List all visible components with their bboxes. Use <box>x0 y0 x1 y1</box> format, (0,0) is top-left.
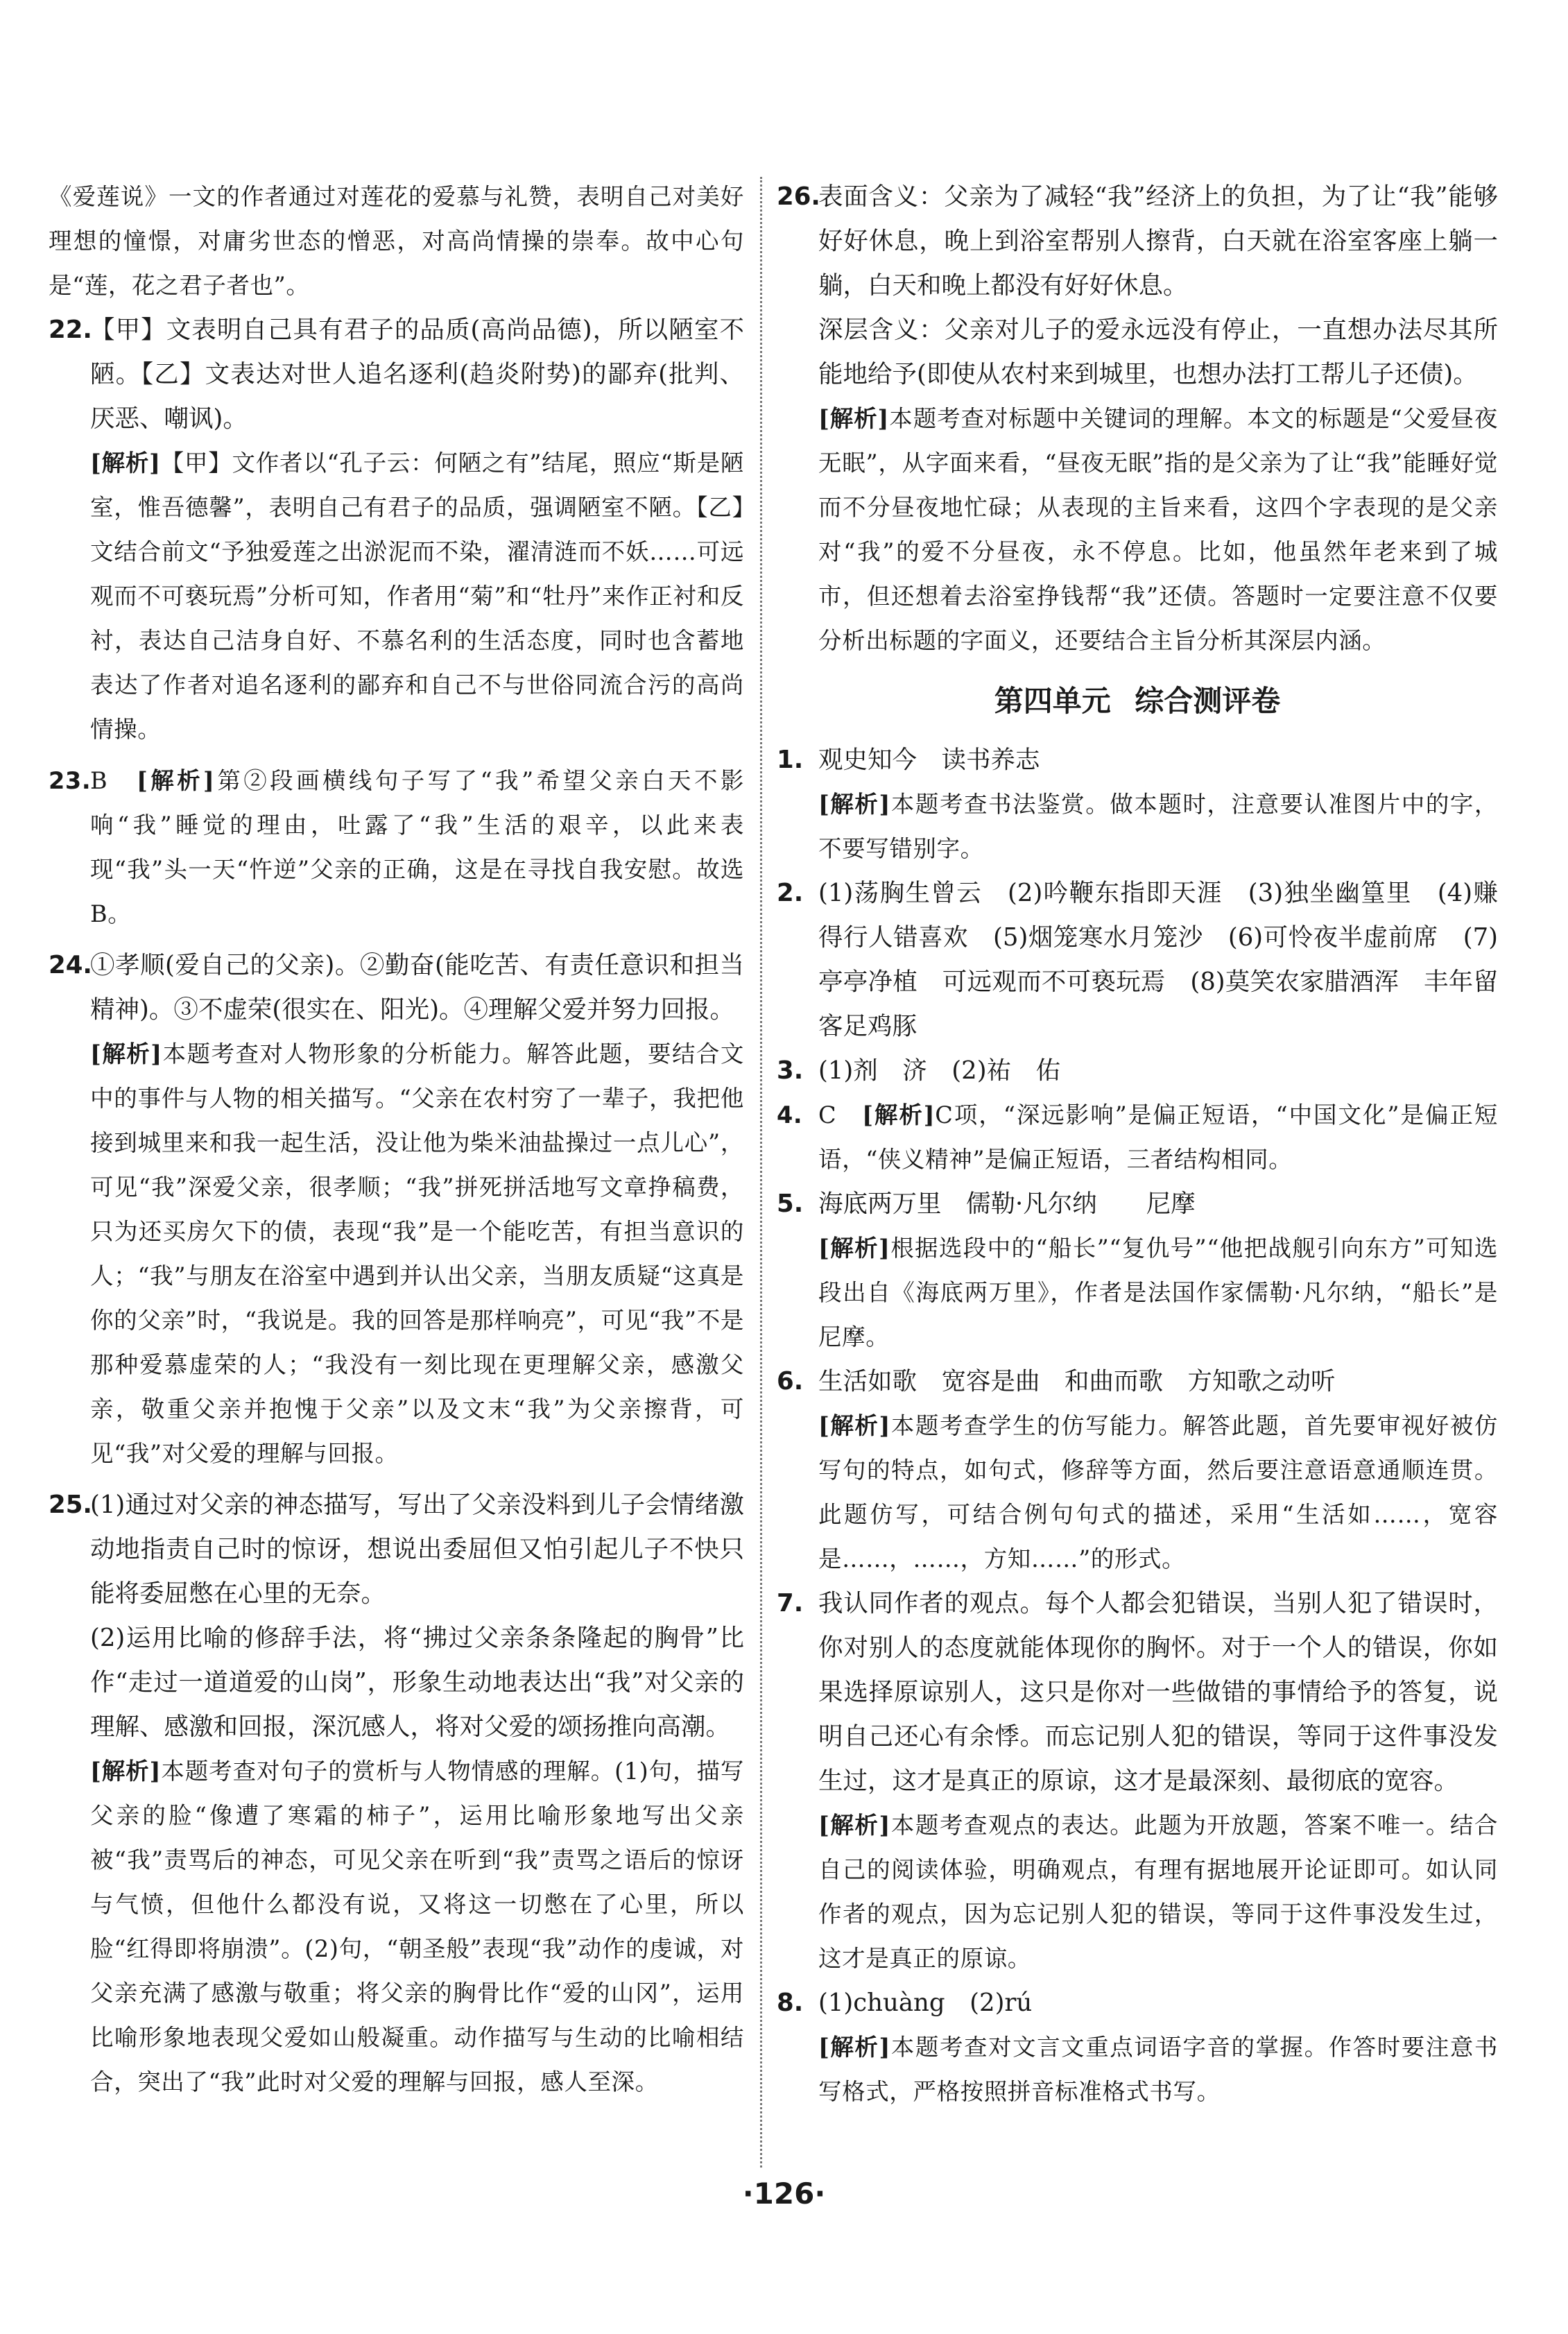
analysis-text: C项，“深远影响”是偏正短语，“中国文化”是偏正短语，“侠义精神”是偏正短语，三者结构相同。 <box>818 1101 1498 1173</box>
question-number: 2. <box>777 879 804 907</box>
analysis-tag: [解析] <box>90 1758 162 1785</box>
left-column <box>49 175 744 2104</box>
right-column <box>777 175 1498 2114</box>
analysis-text: 本题考查书法鉴赏。做本题时，注意要认准图片中的字，不要写错别字。 <box>818 791 1498 862</box>
analysis-tag: [解析] <box>818 1235 890 1262</box>
analysis-tag: [解析] <box>818 791 890 818</box>
question-25 <box>49 1483 744 2104</box>
question-22 <box>49 308 744 752</box>
answer-text: (2)运用比喻的修辞手法，将“拂过父亲条条隆起的胸骨”比作“走过一道道爱的山岗”，形象生动地表达出“我”对父亲的理解、感激和回报，深沉感人，将对父爱的颂扬推向高潮。 <box>90 1624 744 1741</box>
question-23 <box>49 759 744 936</box>
analysis-tag: [解析] <box>818 1412 890 1439</box>
answer-text: 海底两万里 儒勒·凡尔纳 尼摩 <box>818 1190 1196 1218</box>
question-number: 4. <box>777 1101 803 1129</box>
question-number: 3. <box>777 1056 804 1085</box>
analysis-tag: [解析] <box>818 405 889 432</box>
analysis-text: 本题考查对标题中关键词的理解。本文的标题是“父爱昼夜无眠”，从字面来看，“昼夜无眠”指的是父亲为了让“我”能睡好觉而不分昼夜地忙碌；从表现的主旨来看，这四个字表现的是父亲对“我”的爱不分昼夜，永不停息。比如，他虽然年老来到了城市，但还想着去浴室挣钱帮“我”还债。答题时一定要注意不仅要分析出标题的字面义，还要结合主旨分析其深层内涵。 <box>818 405 1498 654</box>
answer-text: 生活如歌 宽容是曲 和曲而歌 方知歌之动听 <box>818 1367 1336 1396</box>
question-number: 7. <box>777 1589 804 1618</box>
answer-text: 观史知今 读书养志 <box>818 746 1040 774</box>
analysis-text: 第②段画横线句子写了“我”希望父亲白天不影响“我”睡觉的理由，吐露了“我”生活的艰辛，以此来表现“我”头一天“忤逆”父亲的正确，这是在寻找自我安慰。故选B。 <box>90 767 744 927</box>
intro-paragraph: 《爱莲说》一文的作者通过对莲花的爱慕与礼赞，表明自己对美好理想的憧憬，对庸劣世态的憎恶，对高尚情操的崇奉。故中心句是“莲，花之君子者也”。 <box>49 183 744 299</box>
analysis-text: 根据选段中的“船长”“复仇号”“他把战舰引向东方”可知选段出自《海底两万里》，作者是法国作家儒勒·凡尔纳，“船长”是尼摩。 <box>818 1235 1498 1350</box>
question-2 <box>777 871 1498 1049</box>
question-number: 5. <box>777 1190 804 1218</box>
question-number: 22. <box>49 316 92 344</box>
answer-text: C <box>818 1101 837 1129</box>
question-number: 6. <box>777 1367 804 1396</box>
question-number: 1. <box>777 746 804 774</box>
answer-text: 我认同作者的观点。每个人都会犯错误，当别人犯了错误时，你对别人的态度就能体现你的胸怀。对于一个人的错误，你如果选择原谅别人，这只是你对一些做错的事情给予的答复，说明自己还心有余悸。而忘记别人犯的错误，等同于这件事没发生过，这才是真正的原谅，这才是最深刻、最彻底的宽容。 <box>818 1589 1498 1795</box>
question-24 <box>49 943 744 1476</box>
analysis-tag: [解析] <box>818 2034 890 2061</box>
question-number: 26. <box>777 182 820 211</box>
question-number: 23. <box>49 767 92 794</box>
question-number: 24. <box>49 951 92 979</box>
answer-text: (1)荡胸生曾云 (2)吟鞭东指即天涯 (3)独坐幽篁里 (4)赚得行人错喜欢 (5)烟笼寒水月笼沙 (6)可怜夜半虚前席 (7)亭亭净植 可远观而不可亵玩焉 (8)莫笑农家腊酒浑 丰年留客足鸡豚 <box>818 879 1498 1040</box>
question-number: 8. <box>777 1989 804 2017</box>
analysis-text: 本题考查对文言文重点词语字音的掌握。作答时要注意书写格式，严格按照拼音标准格式书写。 <box>818 2034 1498 2105</box>
question-7 <box>777 1581 1498 1981</box>
analysis-tag: [解析] <box>862 1101 936 1129</box>
analysis-tag: [解析] <box>90 449 161 477</box>
answer-text: (1)通过对父亲的神态描写，写出了父亲没料到儿子会情绪激动地指责自己时的惊讶，想说出委屈但又怕引起儿子不快只能将委屈憋在心里的无奈。 <box>90 1491 744 1608</box>
analysis-text: 【甲】文作者以“孔子云：何陋之有”结尾，照应“斯是陋室，惟吾德馨”，表明自己有君子的品质，强调陋室不陋。【乙】文结合前文“予独爱莲之出淤泥而不染，濯清涟而不妖……可远观而不可亵玩焉”分析可知，作者用“菊”和“牡丹”来作正衬和反衬，表达自己洁身自好、不慕名利的生活态度，同时也含蓄地表达了作者对追名逐利的鄙弃和自己不与世俗同流合污的高尚情操。 <box>90 449 744 743</box>
question-26 <box>777 175 1498 663</box>
question-6 <box>777 1359 1498 1581</box>
analysis-tag: [解析] <box>90 1040 162 1067</box>
answer-text: 深层含义：父亲对儿子的爱永远没有停止，一直想办法尽其所能地给予(即使从农村来到城里，也想办法打工帮儿子还债)。 <box>818 316 1498 388</box>
answer-text: (1)剂 济 (2)祐 佑 <box>818 1056 1061 1085</box>
question-4 <box>777 1093 1498 1182</box>
question-8 <box>777 1981 1498 2114</box>
column-divider <box>760 177 762 2168</box>
analysis-text: 本题考查对人物形象的分析能力。解答此题，要结合文中的事件与人物的相关描写。“父亲在农村穷了一辈子，我把他接到城里来和我一起生活，没让他为柴米油盐操过一点儿心”，可见“我”深爱父亲，很孝顺；“我”拼死拼活地写文章挣稿费，只为还买房欠下的债，表现“我”是一个能吃苦，有担当意识的人；“我”与朋友在浴室中遇到并认出父亲，当朋友质疑“这真是你的父亲”时，“我说是。我的回答是那样响亮”，可见“我”不是那种爱慕虚荣的人；“我没有一刻比现在更理解父亲，感激父亲，敬重父亲并抱愧于父亲”以及文末“我”为父亲擦背，可见“我”对父爱的理解与回报。 <box>90 1040 744 1467</box>
answer-text: ①孝顺(爱自己的父亲)。②勤奋(能吃苦、有责任意识和担当精神)。③不虚荣(很实在、阳光)。④理解父爱并努力回报。 <box>90 951 744 1024</box>
analysis-tag: [解析] <box>818 1812 890 1839</box>
answer-text: 【甲】文表明自己具有君子的品质(高尚品德)，所以陋室不陋。【乙】文表达对世人追名逐利(趋炎附势)的鄙弃(批判、厌恶、嘲讽)。 <box>90 316 744 433</box>
question-5 <box>777 1182 1498 1359</box>
analysis-text: 本题考查学生的仿写能力。解答此题，首先要审视好被仿写句的特点，如句式，修辞等方面，然后要注意语意通顺连贯。此题仿写，可结合例句句式的描述，采用“生活如……，宽容是……，……，方知……”的形式。 <box>818 1412 1498 1572</box>
answer-text: (1)chuàng (2)rú <box>818 1989 1033 2017</box>
analysis-tag: [解析] <box>136 767 215 794</box>
question-1 <box>777 738 1498 871</box>
page-number: ·126· <box>742 2177 826 2211</box>
answer-text: B <box>90 767 108 794</box>
answer-text: 表面含义：父亲为了减轻“我”经济上的负担，为了让“我”能够好好休息，晚上到浴室帮别人擦背，白天就在浴室客座上躺一躺，白天和晚上都没有好好休息。 <box>818 182 1498 300</box>
analysis-text: 本题考查对句子的赏析与人物情感的理解。(1)句，描写父亲的脸“像遭了寒霜的柿子”，运用比喻形象地写出父亲被“我”责骂后的神态，可见父亲在听到“我”责骂之语后的惊讶与气愤，但他什么都没有说，又将这一切憋在了心里，所以脸“红得即将崩溃”。(2)句，“朝圣般”表现“我”动作的虔诚，对父亲充满了感激与敬重；将父亲的胸骨比作“爱的山冈”，运用比喻形象地表现父爱如山般凝重。动作描写与生动的比喻相结合，突出了“我”此时对父爱的理解与回报，感人至深。 <box>90 1758 744 2095</box>
unit-title: 第四单元 综合测评卷 <box>994 684 1281 718</box>
analysis-text: 本题考查观点的表达。此题为开放题，答案不唯一。结合自己的阅读体验，明确观点，有理有据地展开论证即可。如认同作者的观点，因为忘记别人犯的错误，等同于这件事没发生过，这才是真正的原谅。 <box>818 1812 1498 1972</box>
question-number: 25. <box>49 1491 92 1519</box>
question-3 <box>777 1049 1498 1093</box>
